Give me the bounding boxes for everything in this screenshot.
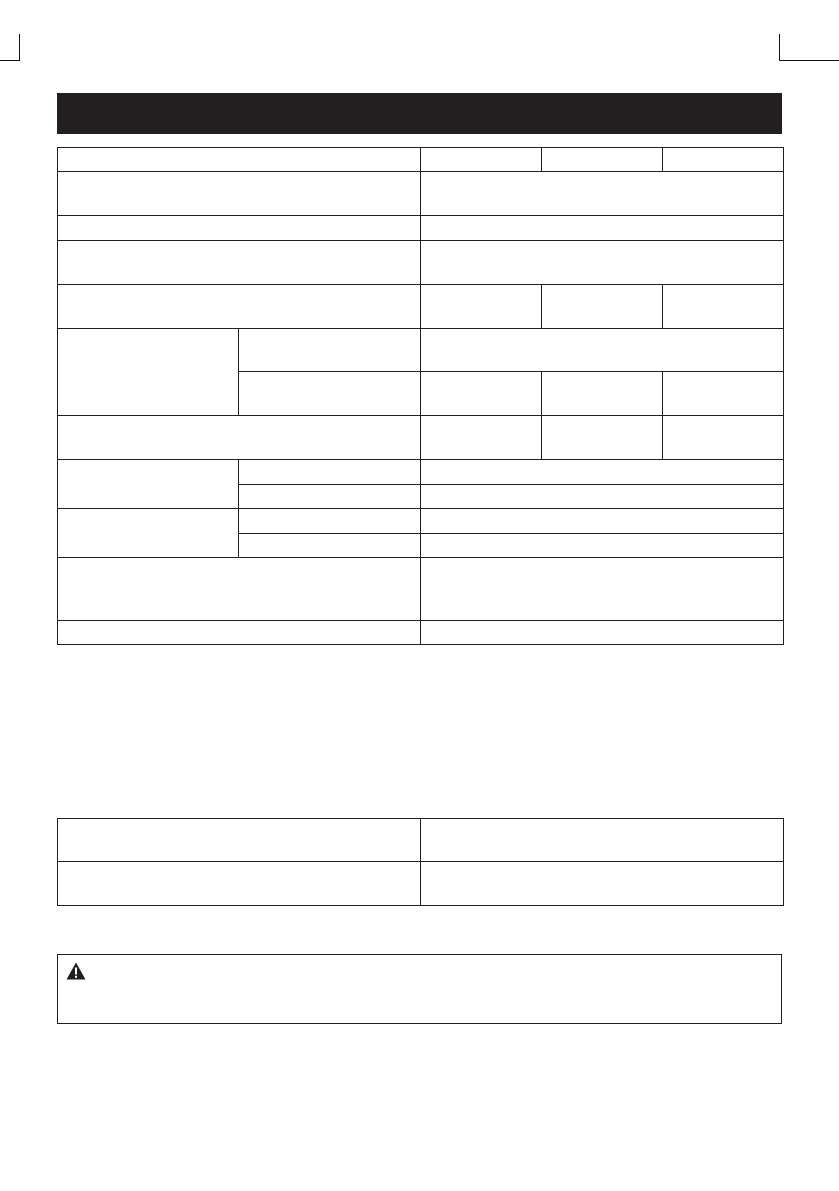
table-cell bbox=[239, 372, 421, 416]
table-cell bbox=[58, 416, 421, 460]
warning-triangle-icon bbox=[66, 962, 86, 980]
table-cell bbox=[58, 819, 421, 862]
table-cell bbox=[58, 241, 421, 285]
table-cell bbox=[58, 558, 421, 621]
table-row bbox=[58, 216, 784, 241]
table-cell bbox=[421, 216, 784, 241]
table-cell bbox=[239, 460, 421, 485]
table-cell bbox=[58, 329, 239, 416]
table-cell bbox=[542, 285, 663, 329]
table-cell bbox=[58, 216, 421, 241]
specifications-table bbox=[57, 147, 784, 645]
table-cell bbox=[58, 862, 421, 906]
table-cell bbox=[542, 416, 663, 460]
table-cell bbox=[58, 285, 421, 329]
crop-mark-top-left bbox=[0, 34, 20, 61]
table-cell bbox=[421, 460, 784, 485]
table-cell bbox=[239, 509, 421, 534]
table-cell bbox=[663, 148, 784, 172]
table-cell bbox=[58, 621, 421, 645]
section-title-banner bbox=[57, 93, 782, 134]
table-cell bbox=[58, 460, 239, 509]
table-row bbox=[58, 460, 784, 485]
table-row bbox=[58, 329, 784, 372]
table-cell bbox=[421, 172, 784, 216]
table-row bbox=[58, 621, 784, 645]
table-row bbox=[58, 819, 784, 862]
table-cell bbox=[239, 329, 421, 372]
table-cell bbox=[58, 148, 421, 172]
table-row bbox=[58, 416, 784, 460]
table-cell bbox=[421, 148, 542, 172]
table-cell bbox=[421, 819, 784, 862]
table-cell bbox=[421, 558, 784, 621]
table-cell bbox=[421, 534, 784, 558]
table-cell bbox=[421, 285, 542, 329]
warning-box bbox=[57, 954, 782, 1024]
table-row bbox=[58, 509, 784, 534]
table-row bbox=[58, 558, 784, 621]
table-row bbox=[58, 148, 784, 172]
table-cell bbox=[421, 241, 784, 285]
table-cell bbox=[58, 509, 239, 558]
table-cell bbox=[663, 372, 784, 416]
table-row bbox=[58, 285, 784, 329]
table-cell bbox=[663, 285, 784, 329]
table-cell bbox=[239, 485, 421, 509]
table-cell bbox=[421, 416, 542, 460]
table-cell bbox=[542, 372, 663, 416]
table-cell bbox=[663, 416, 784, 460]
table-row bbox=[58, 172, 784, 216]
table-cell bbox=[239, 534, 421, 558]
table-cell bbox=[421, 372, 542, 416]
table-cell bbox=[421, 329, 784, 372]
secondary-table bbox=[57, 818, 784, 906]
table-row bbox=[58, 862, 784, 906]
table-cell bbox=[542, 148, 663, 172]
table-cell bbox=[421, 862, 784, 906]
table-row bbox=[58, 241, 784, 285]
table-cell bbox=[421, 485, 784, 509]
table-cell bbox=[421, 621, 784, 645]
table-cell bbox=[421, 509, 784, 534]
crop-mark-top-right bbox=[779, 34, 839, 61]
table-cell bbox=[58, 172, 421, 216]
